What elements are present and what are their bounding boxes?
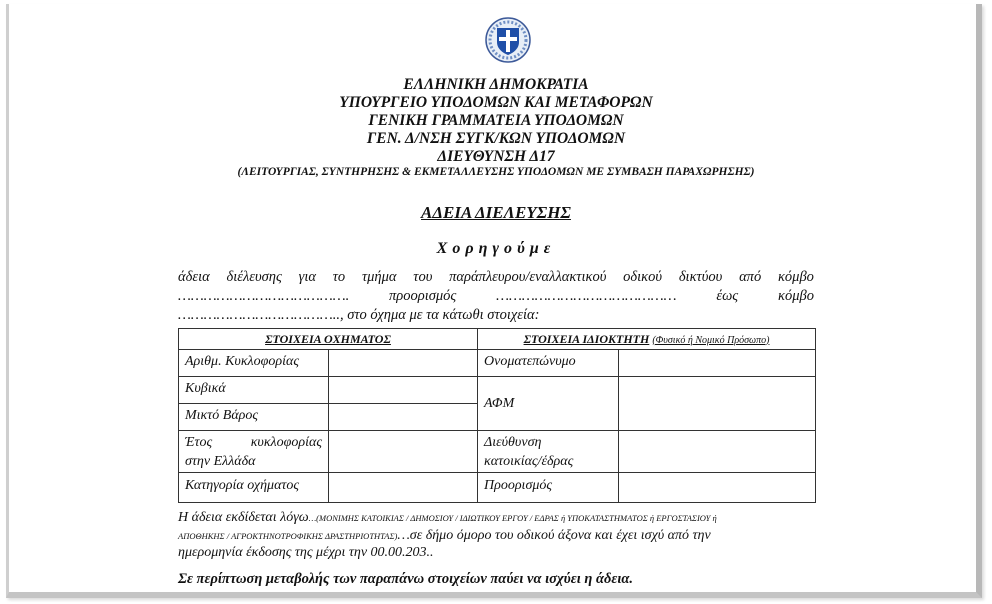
year-label-line-2: στην Ελλάδα xyxy=(185,454,256,469)
plate-value[interactable] xyxy=(329,350,478,377)
validity-text: …σε δήμο όμορο του οδικού άξονα και έχει ισχύ από την xyxy=(397,528,711,543)
header-directorate-description: (ΛΕΙΤΟΥΡΓΙΑΣ, ΣΥΝΤΗΡΗΣΗΣ & ΕΚΜΕΤΑΛΛΕΥΣΗΣ ΥΠΟΔΟΜΩΝ ΜΕ ΣΥΜΒΑΣΗ ΠΑΡΑΧΩΡΗΣΗΣ) xyxy=(237,166,755,178)
document-title: ΑΔΕΙΑ ΔΙΕΛΕΥΣΗΣ xyxy=(421,203,571,222)
intro-word: δικτύου xyxy=(678,269,723,285)
reason-options-continued: ΑΠΟΘΗΚΗΣ / ΑΓΡΟΚΤΗΝΟΤΡΟΦΙΚΗΣ ΔΡΑΣΤΗΡΙΟΤΗΤΑΣ) xyxy=(178,531,398,541)
weight-label: Μικτό Βάρος xyxy=(179,404,329,431)
table-header-row xyxy=(179,329,816,350)
table-row xyxy=(179,377,816,404)
header-ministry: ΥΠΟΥΡΓΕΙΟ ΥΠΟΔΟΜΩΝ ΚΑΙ ΜΕΤΑΦΟΡΩΝ xyxy=(339,94,653,111)
header-general-secretariat: ΓΕΝΙΚΗ ΓΡΑΜΜΑΤΕΙΑ ΥΠΟΔΟΜΩΝ xyxy=(368,112,624,129)
address-label-line-1: Διεύθυνση xyxy=(484,435,542,450)
intro-word: κόμβο xyxy=(777,269,814,285)
intro-line-3: ……………………………….., στο όχημα με τα κάτωθι στοιχεία: xyxy=(178,307,540,323)
destination-value[interactable] xyxy=(619,473,816,503)
vehicle-section-header xyxy=(179,329,478,350)
reason-line-2 xyxy=(178,528,814,544)
address-value[interactable] xyxy=(619,431,816,473)
address-label-line-2: κατοικίας/έδρας xyxy=(484,454,574,469)
intro-word: παράπλευρου/εναλλακτικού xyxy=(449,269,607,285)
validity-warning: Σε περίπτωση μεταβολής των παραπάνω στοιχείων παύει να ισχύει η άδεια. xyxy=(178,571,634,587)
table-row xyxy=(179,473,816,503)
reason-options: …(ΜΟΝΙΜΗΣ ΚΑΤΟΙΚΙΑΣ / ΔΗΜΟΣΙΟΥ / ΙΔΙΩΤΙΚΟΥ ΕΡΓΟΥ / ΕΔΡΑΣ ή ΥΠΟΚΑΤΑΣΤΗΜΑΤΟΣ ή ΕΡΓΟΣΤΑΣΙΟΥ ή xyxy=(308,513,717,523)
owner-name-value[interactable] xyxy=(619,350,816,377)
intro-word: από xyxy=(739,269,762,285)
intro-word: κόμβο xyxy=(777,288,814,304)
intro-word: άδεια xyxy=(178,269,210,285)
header-republic: ΕΛΛΗΝΙΚΗ ΔΗΜΟΚΡΑΤΙΑ xyxy=(403,76,589,93)
header-general-directorate: ΓΕΝ. Δ/ΝΣΗ ΣΥΓΚ/ΚΩΝ ΥΠΟΔΟΜΩΝ xyxy=(366,130,626,147)
destination-blank: …………………………………… xyxy=(496,288,677,304)
category-value[interactable] xyxy=(329,473,478,503)
year-label-word: κυκλοφορίας xyxy=(250,435,322,450)
intro-word: το xyxy=(332,269,346,285)
reason-line-1 xyxy=(178,510,814,526)
afm-value[interactable] xyxy=(619,377,816,431)
weight-value[interactable] xyxy=(329,404,478,431)
year-label xyxy=(179,431,329,473)
owner-name-label: Ονοματεπώνυμο xyxy=(478,350,619,377)
plate-label: Αριθμ. Κυκλοφορίας xyxy=(179,350,329,377)
owner-header-label: ΣΤΟΙΧΕΙΑ ΙΔΙΟΚΤΗΤΗ xyxy=(523,331,650,346)
vehicle-header-label: ΣΤΟΙΧΕΙΑ ΟΧΗΜΑΤΟΣ xyxy=(265,331,391,346)
intro-word: προορισμός xyxy=(389,288,457,304)
year-label-line-1 xyxy=(185,433,322,452)
intro-line-1 xyxy=(178,269,814,286)
intro-word: για xyxy=(298,269,316,285)
vehicle-owner-table xyxy=(178,328,816,503)
cc-value[interactable] xyxy=(329,377,478,404)
owner-header-note: (Φυσικό ή Νομικό Πρόσωπο) xyxy=(652,334,770,346)
table-row xyxy=(179,431,816,473)
intro-word: έως xyxy=(716,288,739,304)
reason-intro: Η άδεια εκδίδεται λόγω xyxy=(178,510,309,525)
intro-line-2 xyxy=(178,288,814,305)
afm-label: ΑΦΜ xyxy=(478,377,619,431)
intro-word: οδικού xyxy=(623,269,663,285)
intro-word: τμήμα xyxy=(361,269,397,285)
address-label xyxy=(478,431,619,473)
header-directorate: ΔΙΕΥΘΥΝΣΗ Δ17 xyxy=(437,148,555,165)
cc-label: Κυβικά xyxy=(179,377,329,404)
year-label-word: Έτος xyxy=(185,435,213,450)
year-value[interactable] xyxy=(329,431,478,473)
validity-date-line: ημερομηνία έκδοσης της μέχρι την 00.00.203.. xyxy=(178,545,434,560)
start-node-blank: …………………………………. xyxy=(178,288,350,304)
destination-label: Προορισμός xyxy=(478,473,619,503)
intro-word: του xyxy=(413,269,433,285)
category-label: Κατηγορία οχήματος xyxy=(179,473,329,503)
greek-coat-of-arms-emblem xyxy=(484,16,532,64)
owner-section-header xyxy=(478,329,816,350)
grant-heading: Χορηγούμε xyxy=(436,240,556,257)
table-row xyxy=(179,350,816,377)
intro-word: διέλευσης xyxy=(226,269,282,285)
